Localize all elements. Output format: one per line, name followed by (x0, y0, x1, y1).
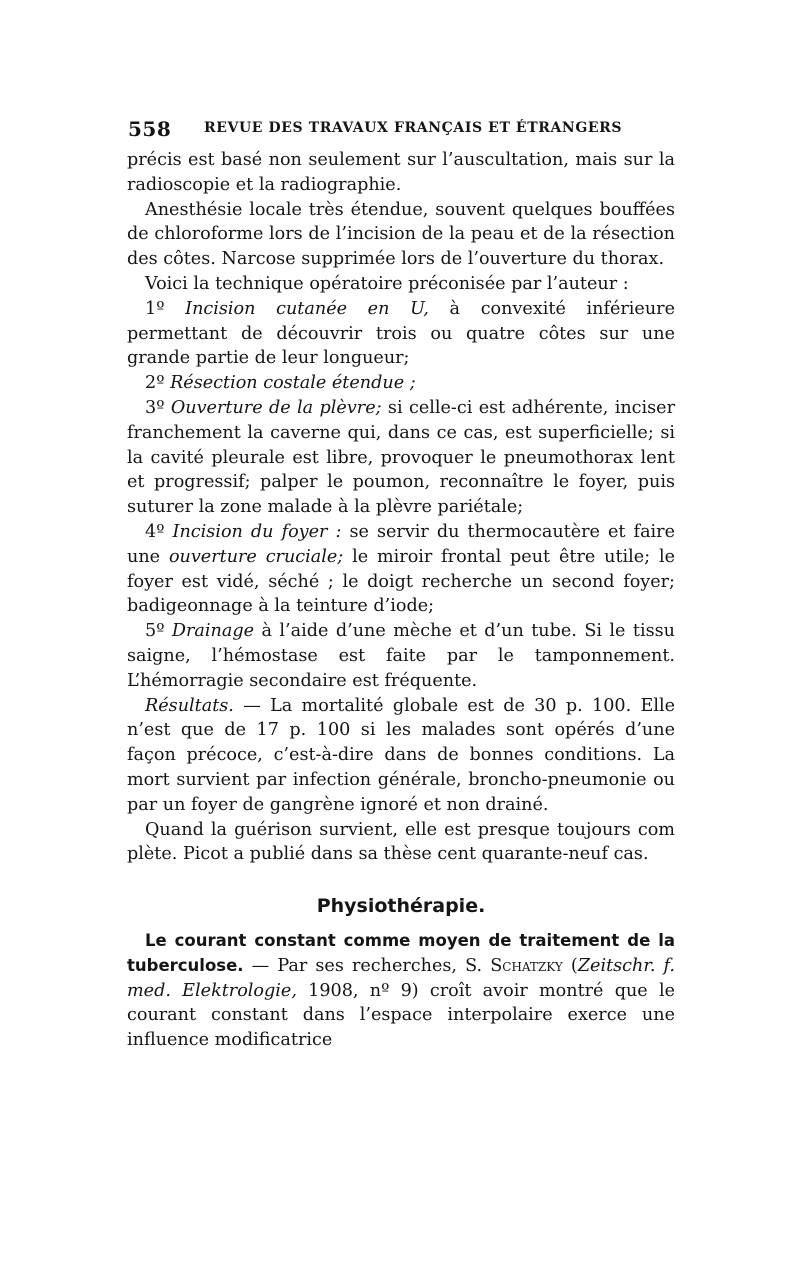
results-text: — La mortalité globale est de 30 p. 100. Elle n’est que de 17 p. 100 si les malades sont opérés d’une façon précoce, c’est-à-dire dans de bonnes conditions. La mort survient par infection générale, broncho-pneumonie ou par un foyer de gangrène ignoré et non drainé. (127, 695, 675, 815)
step-number: 2º (145, 373, 171, 394)
article-title: Le courant constant comme moyen de traitement de la tuberculose. (127, 931, 675, 975)
step-number: 4º (145, 521, 173, 542)
step-title: Incision du foyer : (172, 521, 342, 542)
step-title: Résection costale étendue ; (170, 373, 416, 394)
body-text (127, 148, 675, 867)
section-heading: Physiothérapie. (316, 895, 486, 917)
paragraph-results (127, 694, 675, 818)
article-text: croît avoir montré que le courant constant dans l’espace interpolaire exerce une influence modificatrice (127, 980, 675, 1051)
step-4 (127, 520, 675, 619)
step-title: Incision cutanée en U, (185, 298, 429, 319)
page-number: 558 (128, 117, 172, 141)
step-3 (127, 396, 675, 520)
article-author: Schatzky (490, 955, 563, 976)
step-number: 3º (145, 397, 171, 418)
article-citation-rest: 1908, nº 9) (296, 980, 419, 1001)
step-text: se servir du thermocautère et faire une (127, 521, 676, 567)
step-5 (127, 619, 675, 693)
step-text-secondary: le miroir frontal peut être utile; le foyer est vidé, séché ; le doigt recherche un second foyer; badigeonnage à la teinture d’iode; (127, 546, 676, 617)
results-label: Résultats. (145, 695, 234, 716)
running-title: REVUE DES TRAVAUX FRANÇAIS ET ÉTRANGERS (204, 120, 623, 136)
article-lead: — Par ses recherches, S. (243, 955, 491, 976)
step-1 (127, 297, 675, 371)
step-text: à convexité inférieure permettant de découvrir trois ou quatre côtes sur une grande partie de leur longueur; (127, 298, 675, 369)
step-number: 1º (145, 298, 186, 319)
running-header (128, 117, 673, 143)
article-paragraph (127, 929, 675, 1053)
step-title: Ouverture de la plèvre; (170, 397, 382, 418)
article-citation: Zeitschr. f. med. Elektrologie, (127, 955, 675, 1001)
paragraph-technique-intro: Voici la technique opératoire préconisée par l’auteur : (145, 273, 629, 294)
step-text: à l’aide d’une mèche et d’un tube. Si le tissu saigne, l’hémostase est faite par le tamponnement. L’hémorragie secondaire est fréquente. (127, 621, 675, 691)
step-title-secondary: ouverture cruciale; (168, 546, 344, 567)
paragraph-anesthesia: Anesthésie locale très étendue, souvent quelques bouffées de chloroforme lors de l’incision de la peau et de la résection des côtes. Narcose supprimée lors de l’ouverture du thorax. (127, 199, 675, 270)
paragraph-continuation: précis est basé non seulement sur l’auscultation, mais sur la radioscopie et la radiographie. (127, 150, 675, 195)
step-title: Drainage (171, 621, 255, 642)
step-2 (127, 371, 675, 396)
article-paren-open: ( (562, 955, 578, 976)
step-text: si celle-ci est adhérente, inciser franchement la caverne qui, dans ce cas, est superficielle; si la cavité pleurale est libre, provoquer le pneumothorax lent et progressif; palper le poumon, reconnaître le foyer, puis suturer la zone malade à la plèvre pariétale; (127, 397, 676, 518)
step-number: 5º (145, 621, 172, 642)
paragraph-closing: Quand la guérison survient, elle est presque toujours com plète. Picot a publié dans sa thèse cent quarante-neuf cas. (127, 819, 675, 865)
